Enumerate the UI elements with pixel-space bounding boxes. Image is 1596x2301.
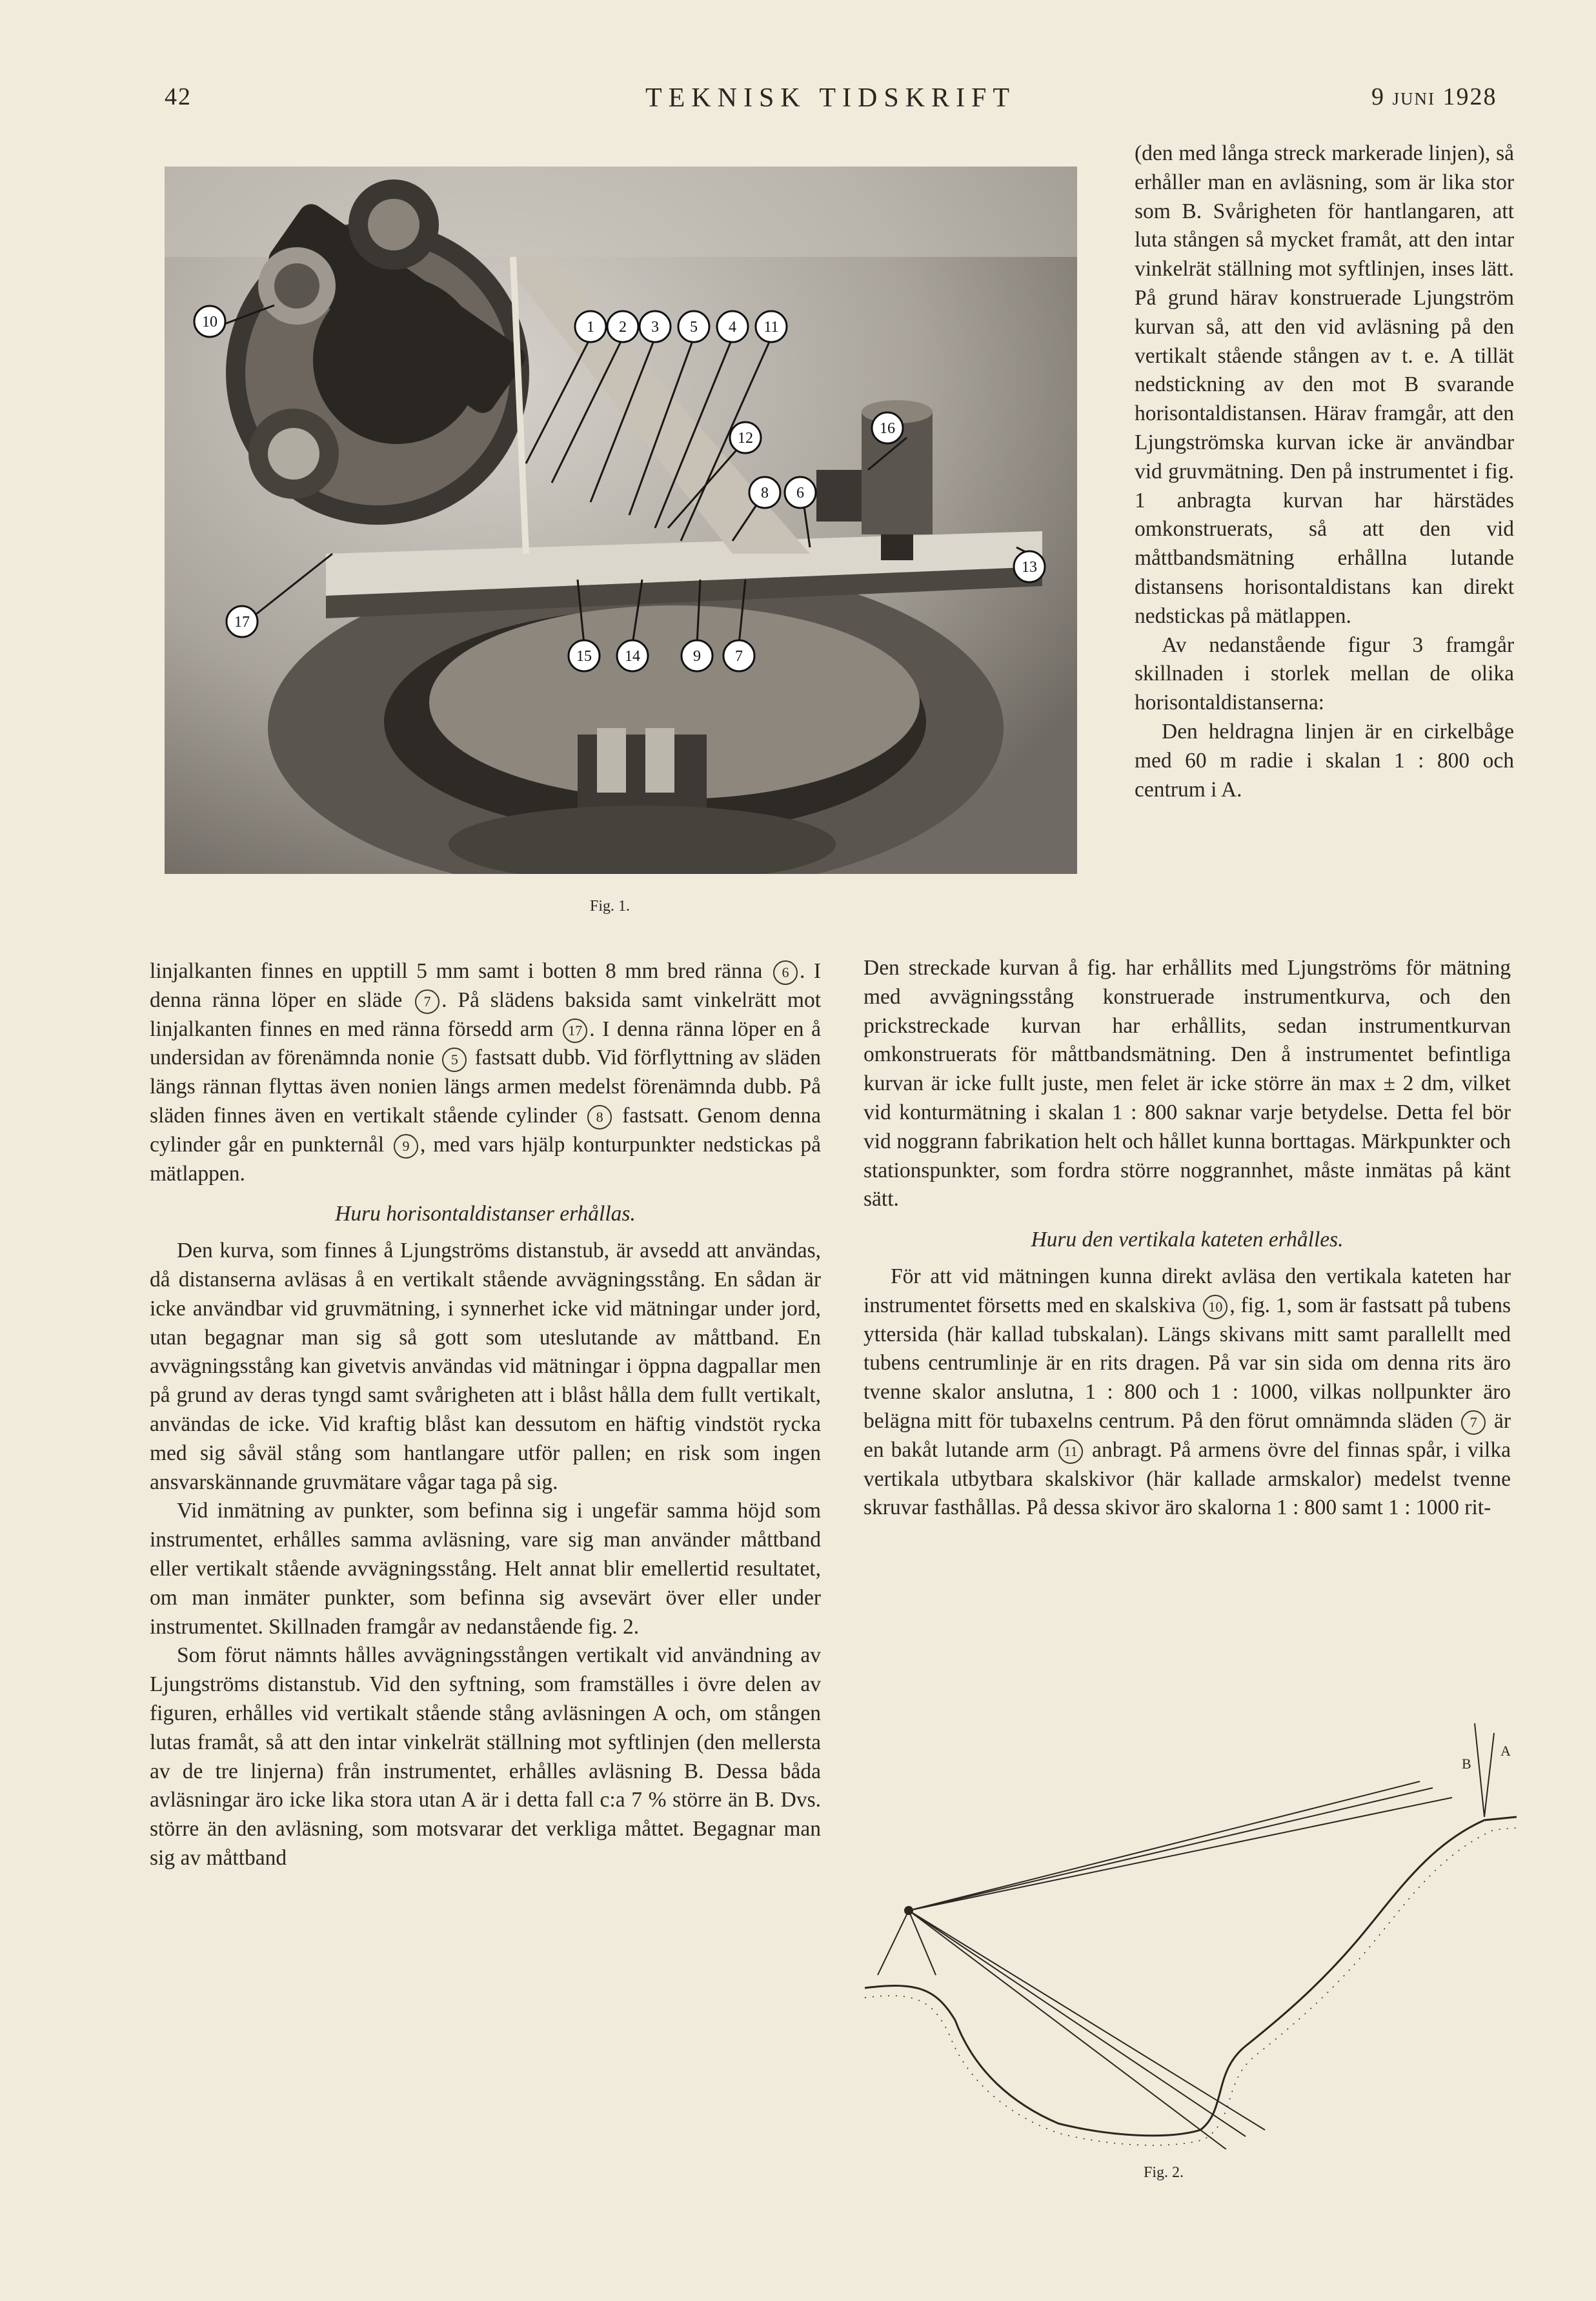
- callout-13: [1014, 551, 1045, 582]
- paragraph: Den streckade kurvan å fig. har erhållits med Ljungströms för mätning med avvägningsstång konstruerade instrumentkurva, och den prickstreckade kurvan har erhållits, sedan instrumentkurvan omkonstruerats för måttbandsmätning. Den å instrumentet befintliga kurvan är icke fullt juste, men felet är icke större än max ± 2 dm, vilket vid konturmätning i skalan 1 : 800 saknar varje betydelse. Detta fel bör vid noggrann fabrikation helt och hållet kunna borttagas. Märkpunkter och stationspunkter, som fordra större noggrannhet, måste inmätas på känt sätt.: [864, 956, 1511, 1211]
- svg-text:3: 3: [651, 319, 659, 336]
- figure-1-caption: Fig. 1.: [590, 898, 631, 915]
- paragraph: Som förut nämnts hålles avvägningsstången vertikalt vid användning av Ljungströms distanstub. Vid den syftning, som framställes i övre delen av figuren, erhålles vid vertikalt stående stång avläsningen A och, om stången lutas framåt, så att den intar vinkelrät ställning mot syftlinjen (den mellersta av de tre linjerna) från instrumentet, erhålles avläsning B. Dessa båda avläsningar äro icke lika stora utan A är i detta fall c:a 7 % större än B. Dvs. större än den avläsning, som motsvarar det verkliga måttet. Begagnar man sig av måttband: [150, 1643, 821, 1870]
- figure-1-photo: [165, 167, 1077, 874]
- callout-17: [227, 606, 258, 637]
- section-heading: Huru horisontaldistanser erhållas.: [335, 1202, 636, 1226]
- svg-text:17: 17: [234, 614, 250, 631]
- callout-2: [607, 311, 638, 342]
- ref-circle: 10: [1203, 1295, 1227, 1319]
- ref-circle: 17: [563, 1019, 587, 1043]
- section-heading: Huru den vertikala kateten erhålles.: [1031, 1228, 1344, 1252]
- paragraph: linjalkanten finnes en upptill 5 mm samt i botten 8 mm bred ränna 6 . I denna ränna löper en släde 7 . På slädens baksida samt vinkelrätt mot linjalkanten finnes en med ränna försedd arm 17 . I denna ränna löper en å undersidan av förenämnda nonie 5 fastsatt dubb. Vid förflyttning av släden längs rännan flyttas även nonien längs armen medelst förenämnda dubb. På släden finnes även en vertikalt stående cylinder 8 fastsatt. Genom denna cylinder går en punkternål 9 , med vars hjälp konturpunkter nedstickas på mätlappen.: [150, 959, 822, 1186]
- svg-text:12: 12: [738, 430, 753, 447]
- ref-circle: 5: [442, 1048, 467, 1072]
- paragraph: Den kurva, som finnes å Ljungströms distanstub, är avsedd att användas, då distanserna avläsas å en vertikalt stående avvägningsstång. En sådan är icke användbar vid gruvmätning, i synnerhet icke vid mätningar under jord, utan begagnar man sig så gott som uteslutande av måttband. En avvägningsstång kan givetvis användas vid mätningar i öppna dagpallar men på grund av deras tyngd samt svårigheten att i blåst hålla dem fullt vertikalt, användas de icke. Vid kraftig blåst kan dessutom en häftig vindstöt rycka med sig såväl stång som hantlangare utför pallen; en risk som ingen ansvarskännande gruvmätare vågar taga på sig.: [150, 1239, 821, 1494]
- paragraph: Den heldragna linjen är en cirkelbåge med 60 m radie i skalan 1 : 800 och centrum i A.: [1135, 719, 1514, 802]
- callout-5: [678, 311, 709, 342]
- callout-6: [785, 477, 816, 508]
- svg-text:1: 1: [587, 319, 594, 336]
- svg-text:4: 4: [729, 319, 736, 336]
- svg-text:5: 5: [690, 319, 698, 336]
- callout-9: [682, 640, 712, 671]
- svg-text:15: 15: [576, 648, 592, 665]
- svg-text:11: 11: [763, 319, 779, 336]
- ref-circle: 11: [1058, 1439, 1083, 1464]
- callout-14: [617, 640, 648, 671]
- figure-2-caption: Fig. 2.: [1144, 2164, 1184, 2181]
- callout-11: [756, 311, 787, 342]
- issue-date: 9 juni 1928: [1371, 83, 1497, 110]
- callout-4: [717, 311, 748, 342]
- callout-1: [575, 311, 606, 342]
- page-number: 42: [165, 83, 192, 110]
- callout-8: [749, 477, 780, 508]
- callout-3: [640, 311, 671, 342]
- figure-2-diagram: [865, 1685, 1517, 2149]
- svg-text:7: 7: [735, 648, 743, 665]
- ref-circle: 9: [394, 1134, 418, 1159]
- callout-7: [723, 640, 754, 671]
- callout-15: [569, 640, 600, 671]
- svg-text:6: 6: [796, 485, 804, 502]
- ref-circle: 7: [1461, 1410, 1486, 1435]
- paragraph: Vid inmätning av punkter, som befinna sig i ungefär samma höjd som instrumentet, erhålles samma avläsning, vare sig man använder måttband eller vertikalt stående avvägningsstång. Helt annat blir emellertid resultatet, om man inmäter punkter, som befinna sig avsevärt över eller under instrumentet. Skillnaden framgår av nedanstående fig. 2.: [150, 1499, 821, 1639]
- ref-circle: 7: [415, 989, 439, 1014]
- svg-text:9: 9: [693, 648, 701, 665]
- callout-16: [872, 412, 903, 443]
- label-a: A: [1500, 1743, 1511, 1759]
- ref-circle: 8: [587, 1105, 612, 1130]
- svg-text:13: 13: [1022, 559, 1037, 576]
- paragraph: För att vid mätningen kunna direkt avläsa den vertikala kateten har instrumentet försetts med en skalskiva 10 , fig. 1, som är fastsatt på tubens yttersida (här kallad tubskalan). Längs skivans mitt samt parallellt med tubens centrumlinje är en rits dragen. På var sin sida om denna rits äro tvenne skalor anslutna, 1 : 800 och 1 : 1000, vilkas nollpunkter äro belägna mitt för tubaxelns centrum. På den förut omnämnda släden 7 är en bakåt lutande arm 11 anbragt. På armens övre del finnas spår, i vilka vertikala utbytbara skalskivor (här kallade armskalor) medelst tvenne skruvar fasthållas. På dessa skivor äro skalorna 1 : 800 samt 1 : 1000 rit-: [864, 1264, 1511, 1520]
- journal-title: TEKNISK TIDSKRIFT: [645, 83, 1016, 113]
- paragraph: Av nedanstående figur 3 framgår skillnaden i storlek mellan de olika horisontaldistanserna:: [1135, 633, 1514, 715]
- callout-10: [194, 306, 225, 337]
- svg-text:16: 16: [880, 420, 895, 437]
- right-column: [864, 954, 1511, 1523]
- right-narrow-column: [1135, 139, 1514, 804]
- paragraph: (den med långa streck markerade linjen), så erhåller man en avläsning, som är lika stor som B. Svårigheten för hantlangaren, att luta stången så mycket framåt, att den intar vinkelrät ställning mot syftlinjen, inses lätt. På grund härav konstruerade Ljungström kurvan så, att den vid avläsning på den vertikalt stående stången av t. e. A tillät nedstickning av den mot B svarande horisontaldistansen. Härav framgår, att den Ljungströmska kurvan icke är användbar vid gruvmätning. Den på instrumentet i fig. 1 anbragta kurvan har härstädes omkonstruerats, så att den vid måttbandsmätning erhållna lutande distansens horisontaldistans kan direkt nedstickas på mätlappen.: [1135, 141, 1514, 628]
- left-column: [150, 957, 821, 1873]
- svg-text:10: 10: [202, 314, 217, 330]
- svg-text:8: 8: [761, 485, 769, 502]
- svg-text:2: 2: [619, 319, 627, 336]
- svg-text:14: 14: [625, 648, 640, 665]
- label-b: B: [1462, 1756, 1471, 1772]
- callout-12: [730, 422, 761, 453]
- ref-circle: 6: [773, 960, 798, 985]
